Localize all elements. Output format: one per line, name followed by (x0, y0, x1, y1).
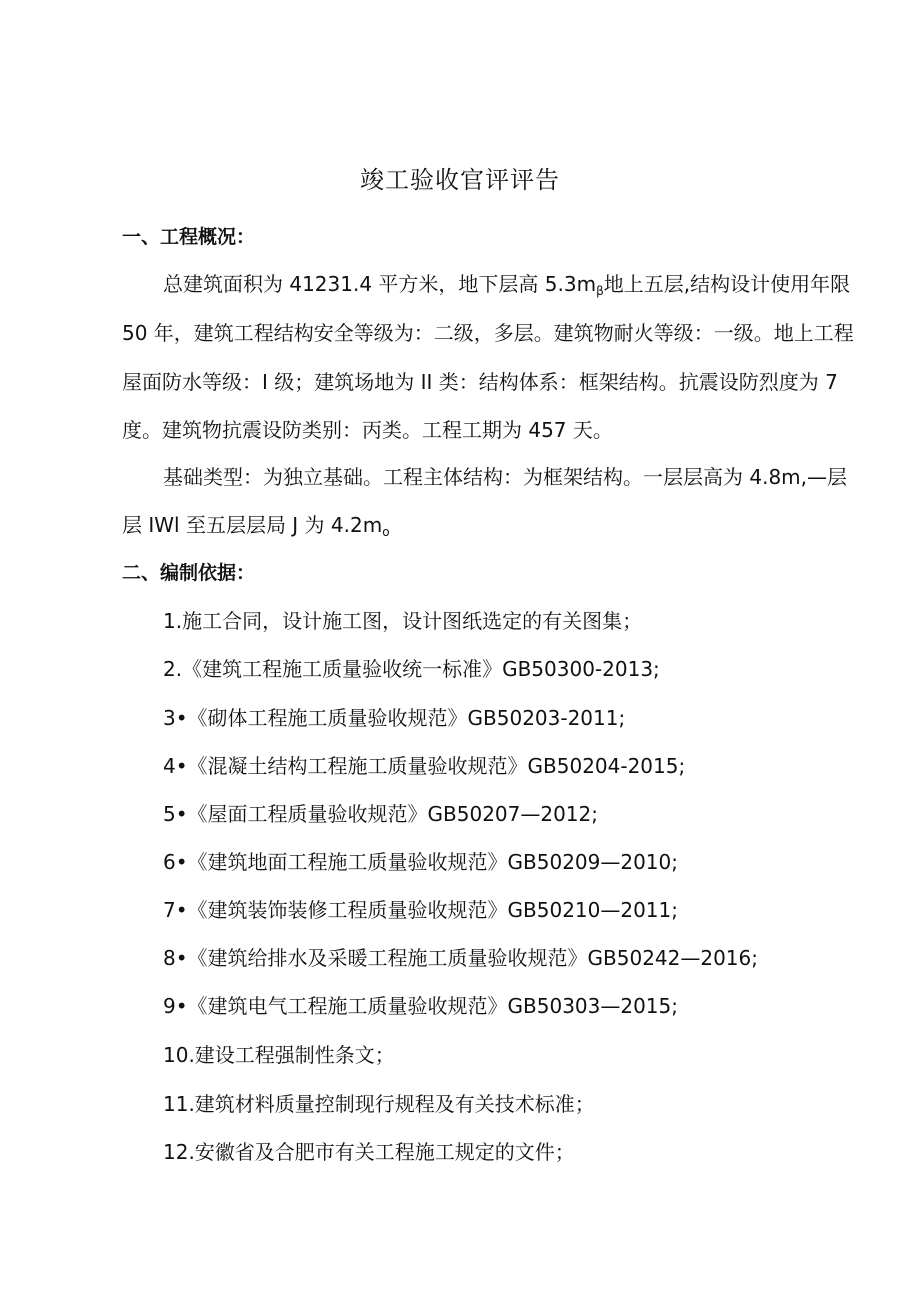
overview-subscript-beta: β (596, 284, 604, 298)
section-heading-basis: 二、编制依据： (122, 562, 256, 584)
foundation-line-1: 基础类型：为独立基础。工程主体结构：为框架结构。一层层高为 4.8m,—层 (163, 465, 848, 489)
document-title: 竣工验收官评评告 (360, 166, 560, 194)
overview-line-3: 屋面防水等级：I 级；建筑场地为 II 类：结构体系：框架结构。抗震设防烈度为 7 (122, 370, 838, 394)
foundation-text-2: 层 IWl 至五层层局 J 为 4.2m (122, 513, 383, 537)
basis-item-10: 10.建设工程强制性条文； (163, 1043, 395, 1067)
overview-line-2: 50 年，建筑工程结构安全等级为：二级，多层。建筑物耐火等级：一级。地上工程 (122, 321, 854, 345)
basis-item-1: 1.施工合同，设计施工图，设计图纸选定的有关图集； (163, 609, 643, 633)
foundation-subscript-o: o (382, 525, 390, 539)
overview-text-1a: 总建筑面积为 41231.4 平方米，地下层高 5.3m (163, 272, 597, 296)
basis-item-3: 3•《砌体工程施工质量验收规范》GB50203-2011; (163, 706, 626, 730)
basis-item-9: 9•《建筑电气工程施工质量验收规范》GB50303—2015; (163, 994, 678, 1018)
overview-line-4: 度。建筑物抗震设防类别：丙类。工程工期为 457 天。 (122, 418, 613, 442)
basis-item-7: 7•《建筑装饰装修工程质量验收规范》GB50210—2011; (163, 898, 678, 922)
overview-line-1 (163, 268, 850, 298)
section-heading-overview: 一、工程概况： (122, 226, 256, 248)
basis-item-11: 11.建筑材料质量控制现行规程及有关技术标准； (163, 1092, 595, 1116)
basis-item-6: 6•《建筑地面工程施工质量验收规范》GB50209—2010; (163, 850, 678, 874)
foundation-line-2 (122, 509, 390, 539)
basis-item-12: 12.安徽省及合肥市有关工程施工规定的文件； (163, 1140, 575, 1164)
overview-text-1b: 地上五层,结构设计使用年限 (603, 272, 851, 296)
basis-item-5: 5•《屋面工程质量验收规范》GB50207—2012; (163, 802, 598, 826)
basis-item-8: 8•《建筑给排水及采暖工程施工质量验收规范》GB50242—2016; (163, 946, 758, 970)
basis-item-4: 4•《混凝土结构工程施工质量验收规范》GB50204-2015; (163, 754, 686, 778)
basis-item-2: 2.《建筑工程施工质量验收统一标准》GB50300-2013; (163, 657, 660, 681)
